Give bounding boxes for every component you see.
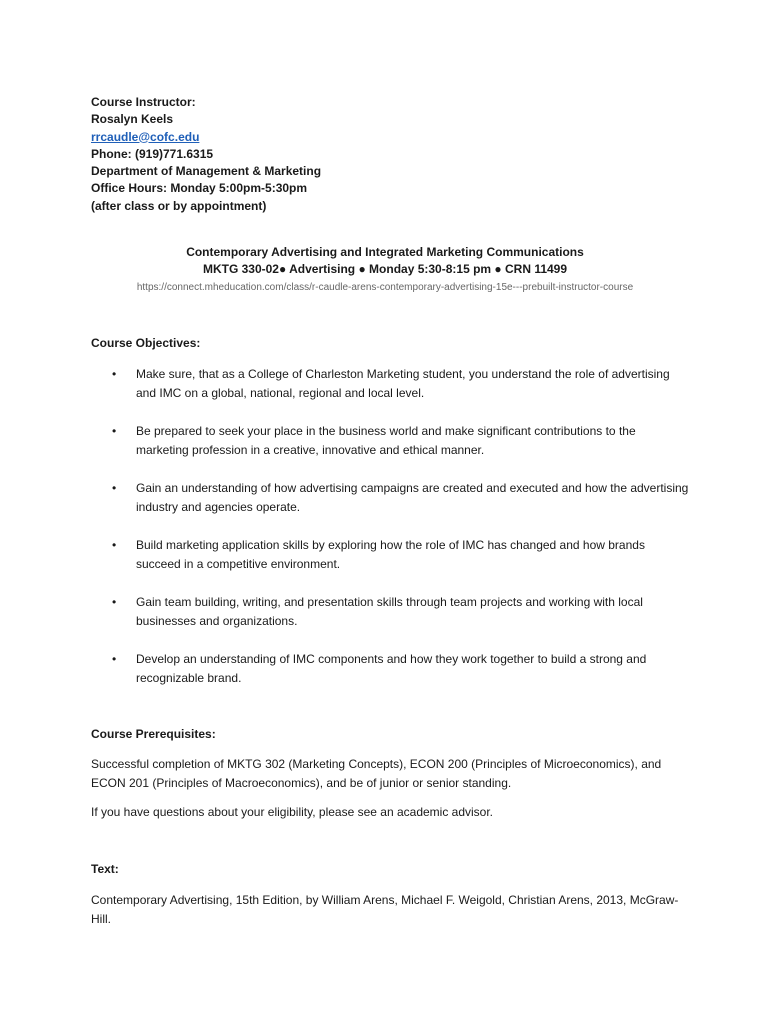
course-title: Contemporary Advertising and Integrated Marketing Communications	[186, 245, 584, 259]
objective-text: Gain team building, writing, and presentation skills through team projects and working with local businesses and organizations.	[136, 595, 643, 628]
prerequisites-heading: Course Prerequisites:	[91, 727, 216, 741]
instructor-email-link[interactable]: rrcaudle@cofc.edu	[91, 129, 200, 144]
objective-text: Gain an understanding of how advertising campaigns are created and executed and how the advertising industry and agencies operate.	[136, 481, 689, 514]
bullet-icon: •	[112, 367, 117, 381]
instructor-department: Department of Management & Marketing	[91, 164, 322, 179]
course-header	[0, 244, 770, 296]
text-heading: Text:	[91, 862, 119, 876]
bullet-icon: •	[112, 538, 117, 552]
instructor-phone: Phone: (919)771.6315	[91, 146, 214, 161]
instructor-label: Course Instructor:	[91, 95, 196, 109]
bullet-icon: •	[112, 652, 117, 666]
objectives-heading: Course Objectives:	[91, 336, 201, 350]
objective-text: Build marketing application skills by exploring how the role of IMC has changed and how brands succeed in a competitive environment.	[136, 538, 645, 571]
objective-item	[91, 365, 691, 403]
objective-item	[91, 422, 691, 460]
objective-text: Be prepared to seek your place in the business world and make significant contributions to the marketing profession in a creative, innovative and ethical manner.	[136, 424, 636, 457]
instructor-name: Rosalyn Keels	[91, 112, 174, 127]
course-url[interactable]: https://connect.mheducation.com/class/r-caudle-arens-contemporary-advertising-15e---prebuilt-instructor-course	[136, 282, 634, 293]
course-meta: MKTG 330-02● Advertising ● Monday 5:30-8:15 pm ● CRN 11499	[202, 262, 568, 276]
objective-text: Make sure, that as a College of Charleston Marketing student, you understand the role of advertising and IMC on a global, national, regional and local level.	[136, 367, 670, 400]
textbook-citation: Contemporary Advertising, 15th Edition, by William Arens, Michael F. Weigold, Christian Arens, 2013, McGraw-Hill.	[91, 893, 679, 926]
prerequisites-text: Successful completion of MKTG 302 (Marketing Concepts), ECON 200 (Principles of Microeconomics), and ECON 201 (Principles of Macroeconomics), and be of junior or senior standing.	[91, 757, 662, 790]
bullet-icon: •	[112, 424, 117, 438]
objective-item	[91, 479, 691, 517]
objective-item	[91, 650, 691, 688]
bullet-icon: •	[112, 595, 117, 609]
advisor-note: If you have questions about your eligibility, please see an academic advisor.	[91, 805, 494, 819]
objectives-list	[91, 365, 691, 707]
bullet-icon: •	[112, 481, 117, 495]
objective-item	[91, 536, 691, 574]
office-hours-note: (after class or by appointment)	[91, 198, 267, 213]
objective-item	[91, 593, 691, 631]
objective-text: Develop an understanding of IMC components and how they work together to build a strong and recognizable brand.	[136, 652, 647, 685]
instructor-block	[91, 94, 321, 215]
instructor-email-row	[91, 129, 321, 146]
office-hours: Office Hours: Monday 5:00pm-5:30pm	[91, 181, 308, 196]
